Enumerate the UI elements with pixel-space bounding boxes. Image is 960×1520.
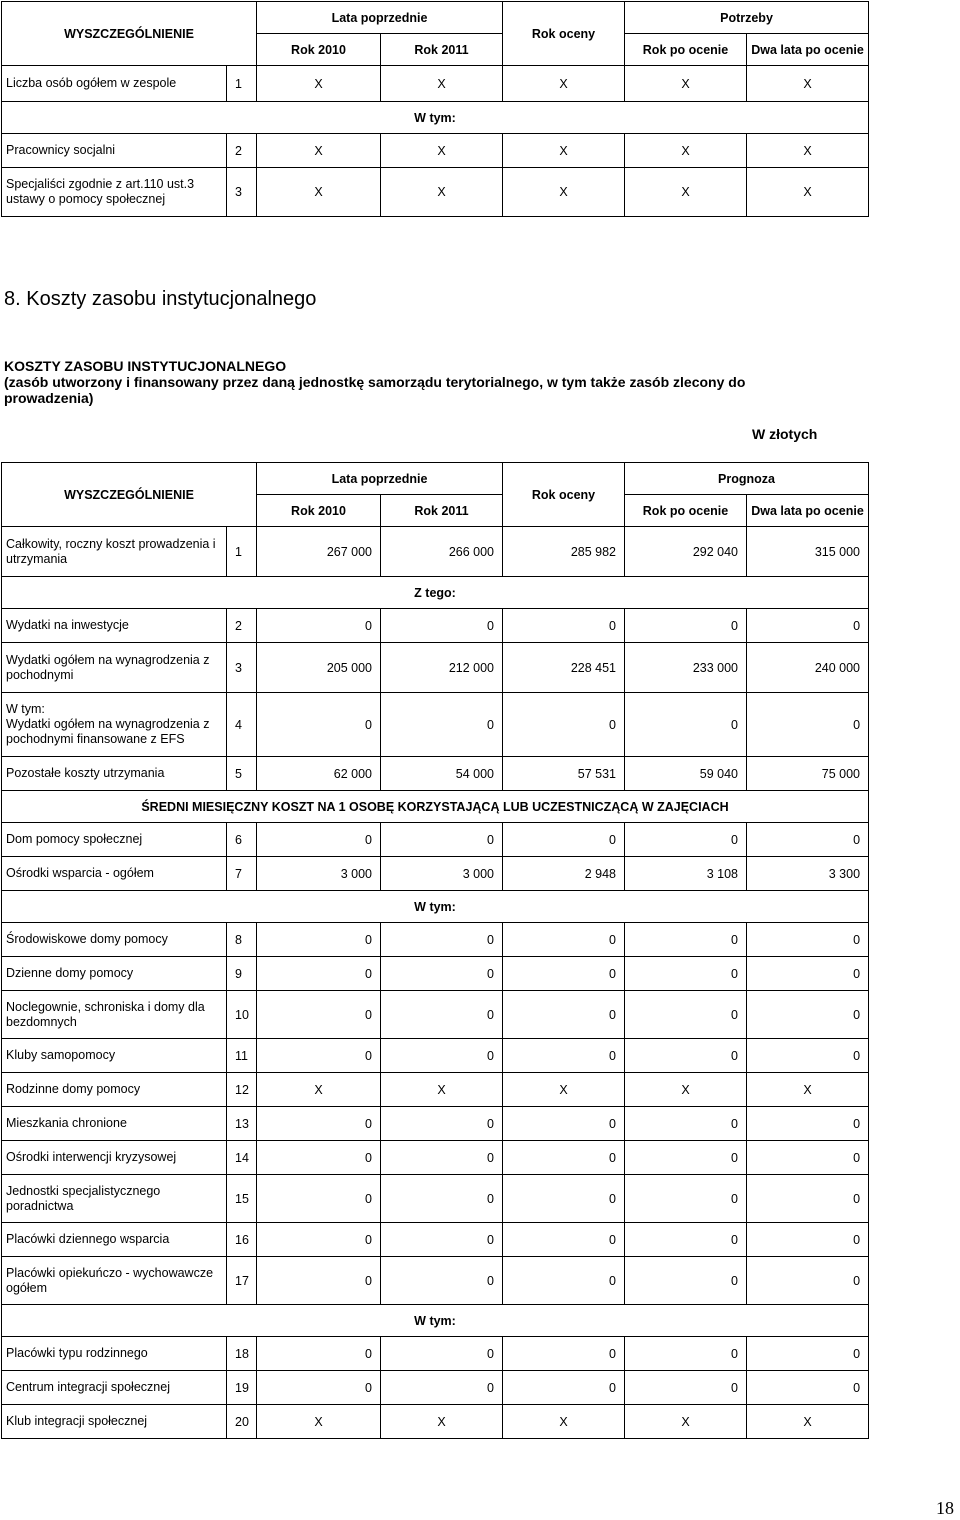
cell-2010: X [257, 134, 381, 168]
row-number: 14 [227, 1141, 257, 1175]
section-title: KOSZTY ZASOBU INSTYTUCJONALNEGO [4, 358, 287, 374]
row-number: 3 [227, 643, 257, 693]
cell-after-eval: X [625, 1405, 747, 1439]
row-number: 8 [227, 923, 257, 957]
row-label: Placówki typu rodzinnego [2, 1337, 227, 1371]
cell-2010: X [257, 1073, 381, 1107]
table-row [2, 1073, 869, 1107]
cell-eval: X [503, 1405, 625, 1439]
cell-2010: 205 000 [257, 643, 381, 693]
cell-2011: 0 [381, 923, 503, 957]
cell-after-eval: 0 [625, 1337, 747, 1371]
cell-two-years: 0 [747, 1371, 869, 1405]
cell-eval: 0 [503, 1223, 625, 1257]
row-number: 15 [227, 1175, 257, 1223]
avg-cost-header: ŚREDNI MIESIĘCZNY KOSZT NA 1 OSOBĘ KORZYSTAJĄCĄ LUB UCZESTNICZĄCĄ W ZAJĘCIACH [2, 791, 869, 823]
row-label: Środowiskowe domy pomocy [2, 923, 227, 957]
cell-2011: 0 [381, 957, 503, 991]
header-needs: Potrzeby [625, 2, 869, 34]
row-number: 13 [227, 1107, 257, 1141]
row-number: 9 [227, 957, 257, 991]
cell-after-eval: 0 [625, 1257, 747, 1305]
header-two-years: Dwa lata po ocenie [747, 34, 869, 66]
table-row [2, 66, 869, 102]
cell-eval: 0 [503, 693, 625, 757]
cell-2011: 0 [381, 991, 503, 1039]
cell-2011: 0 [381, 693, 503, 757]
cell-after-eval: X [625, 66, 747, 102]
section-subtitle [4, 358, 764, 406]
cell-after-eval: 292 040 [625, 527, 747, 577]
header-past-years: Lata poprzednie [257, 463, 503, 495]
row-label: Dom pomocy społecznej [2, 823, 227, 857]
section-heading: 8. Koszty zasobu instytucjonalnego [4, 288, 317, 310]
table-row [2, 957, 869, 991]
cell-2010: 0 [257, 1257, 381, 1305]
row-number: 18 [227, 1337, 257, 1371]
page-number: 18 [936, 1498, 954, 1518]
cell-2011: 0 [381, 823, 503, 857]
table-row [2, 1405, 869, 1439]
cell-after-eval: 0 [625, 957, 747, 991]
cell-two-years: 75 000 [747, 757, 869, 791]
cell-after-eval: 0 [625, 991, 747, 1039]
cell-2011: 0 [381, 1223, 503, 1257]
header-2011: Rok 2011 [381, 495, 503, 527]
row-label-prefix: W tym: [6, 702, 45, 716]
cell-two-years: 0 [747, 1039, 869, 1073]
cell-eval: 0 [503, 1337, 625, 1371]
cell-two-years: X [747, 168, 869, 217]
cell-2011: 0 [381, 1371, 503, 1405]
row-label: Noclegownie, schroniska i domy dla bezdomnych [2, 991, 227, 1039]
cell-2011: X [381, 1405, 503, 1439]
row-number: 10 [227, 991, 257, 1039]
cell-after-eval: X [625, 134, 747, 168]
header-2010: Rok 2010 [257, 495, 381, 527]
cell-after-eval: 0 [625, 609, 747, 643]
cell-two-years: X [747, 1073, 869, 1107]
row-number: 6 [227, 823, 257, 857]
cell-after-eval: 0 [625, 1107, 747, 1141]
row-label: Pozostałe koszty utrzymania [2, 757, 227, 791]
cell-2011: 0 [381, 609, 503, 643]
row-label: Wydatki na inwestycje [2, 609, 227, 643]
table-row [2, 527, 869, 577]
cell-after-eval: 0 [625, 1175, 747, 1223]
cell-two-years: 315 000 [747, 527, 869, 577]
header-after-eval: Rok po ocenie [625, 34, 747, 66]
cell-2010: 62 000 [257, 757, 381, 791]
cell-after-eval: 0 [625, 1039, 747, 1073]
cell-after-eval: X [625, 1073, 747, 1107]
cell-2010: 0 [257, 991, 381, 1039]
cell-two-years: 0 [747, 923, 869, 957]
subsection-label: W tym: [2, 891, 869, 923]
cell-eval: X [503, 134, 625, 168]
cell-2011: X [381, 1073, 503, 1107]
table-row [2, 1337, 869, 1371]
cell-2010: 0 [257, 1371, 381, 1405]
cell-eval: 57 531 [503, 757, 625, 791]
row-number: 2 [227, 609, 257, 643]
row-label: Mieszkania chronione [2, 1107, 227, 1141]
cell-two-years: 0 [747, 1337, 869, 1371]
row-label: Wydatki ogółem na wynagrodzenia z pochodnymi [2, 643, 227, 693]
table-row [2, 1141, 869, 1175]
cell-two-years: X [747, 66, 869, 102]
row-number: 11 [227, 1039, 257, 1073]
cell-eval: 0 [503, 1141, 625, 1175]
cell-eval: 0 [503, 957, 625, 991]
cell-2010: 0 [257, 1337, 381, 1371]
row-number: 19 [227, 1371, 257, 1405]
table-row [2, 823, 869, 857]
cell-2010: 3 000 [257, 857, 381, 891]
cell-eval: 0 [503, 991, 625, 1039]
cell-2011: 0 [381, 1039, 503, 1073]
table-row [2, 1039, 869, 1073]
table-row [2, 609, 869, 643]
table-row [2, 168, 869, 217]
row-number: 3 [227, 168, 257, 217]
cell-two-years: 0 [747, 693, 869, 757]
cell-eval: 2 948 [503, 857, 625, 891]
cell-2010: 0 [257, 609, 381, 643]
cell-2010: 0 [257, 1039, 381, 1073]
header-description: WYSZCZEGÓLNIENIE [2, 463, 257, 527]
row-label: Dzienne domy pomocy [2, 957, 227, 991]
table-row [2, 1371, 869, 1405]
row-label: Ośrodki wsparcia - ogółem [2, 857, 227, 891]
cell-2011: 0 [381, 1337, 503, 1371]
cell-after-eval: X [625, 168, 747, 217]
row-label: Jednostki specjalistycznego poradnictwa [2, 1175, 227, 1223]
header-2011: Rok 2011 [381, 34, 503, 66]
cell-after-eval: 0 [625, 1371, 747, 1405]
cell-eval: 0 [503, 1107, 625, 1141]
cell-after-eval: 0 [625, 823, 747, 857]
cell-2010: 0 [257, 957, 381, 991]
cell-two-years: 0 [747, 1107, 869, 1141]
cell-2011: X [381, 66, 503, 102]
currency-unit: W złotych [752, 426, 818, 442]
cell-2010: X [257, 66, 381, 102]
cell-after-eval: 0 [625, 1223, 747, 1257]
row-label: Placówki opiekuńczo - wychowawcze ogółem [2, 1257, 227, 1305]
cell-2010: X [257, 168, 381, 217]
cell-two-years: 0 [747, 957, 869, 991]
cell-2011: 54 000 [381, 757, 503, 791]
header-forecast: Prognoza [625, 463, 869, 495]
cell-2010: 0 [257, 923, 381, 957]
cell-2011: X [381, 168, 503, 217]
cell-eval: 0 [503, 1371, 625, 1405]
header-after-eval: Rok po ocenie [625, 495, 747, 527]
cell-eval: X [503, 1073, 625, 1107]
table-row [2, 923, 869, 957]
cell-eval: X [503, 168, 625, 217]
row-label: Ośrodki interwencji kryzysowej [2, 1141, 227, 1175]
row-label-text: Wydatki ogółem na wynagrodzenia z pochodnymi finansowane z EFS [6, 717, 210, 746]
header-description: WYSZCZEGÓLNIENIE [2, 2, 257, 66]
cell-2010: 0 [257, 1107, 381, 1141]
cell-two-years: 0 [747, 1175, 869, 1223]
table-row [2, 757, 869, 791]
header-past-years: Lata poprzednie [257, 2, 503, 34]
subsection-label: W tym: [2, 1305, 869, 1337]
row-number: 7 [227, 857, 257, 891]
cell-eval: 0 [503, 1039, 625, 1073]
cell-eval: 0 [503, 609, 625, 643]
row-number: 16 [227, 1223, 257, 1257]
cell-two-years: 0 [747, 1141, 869, 1175]
cell-after-eval: 233 000 [625, 643, 747, 693]
cell-two-years: X [747, 1405, 869, 1439]
cell-eval: 0 [503, 1257, 625, 1305]
header-eval-year: Rok oceny [503, 463, 625, 527]
cell-2010: 0 [257, 1141, 381, 1175]
cell-eval: 0 [503, 923, 625, 957]
cell-2011: 3 000 [381, 857, 503, 891]
cell-2011: 0 [381, 1141, 503, 1175]
subsection-label: W tym: [2, 102, 869, 134]
cell-2010: X [257, 1405, 381, 1439]
cell-two-years: 0 [747, 991, 869, 1039]
table-row [2, 991, 869, 1039]
cell-eval: 0 [503, 1175, 625, 1223]
row-label: Całkowity, roczny koszt prowadzenia i utrzymania [2, 527, 227, 577]
cell-two-years: 0 [747, 823, 869, 857]
cell-after-eval: 59 040 [625, 757, 747, 791]
table-row [2, 643, 869, 693]
row-label: Liczba osób ogółem w zespole [2, 66, 227, 102]
cell-2010: 267 000 [257, 527, 381, 577]
row-number: 12 [227, 1073, 257, 1107]
cell-two-years: X [747, 134, 869, 168]
row-label: Centrum integracji społecznej [2, 1371, 227, 1405]
row-number: 20 [227, 1405, 257, 1439]
table-row [2, 1175, 869, 1223]
row-number: 1 [227, 66, 257, 102]
row-number: 1 [227, 527, 257, 577]
table-row [2, 1107, 869, 1141]
section-description: (zasób utworzony i finansowany przez daną jednostkę samorządu terytorialnego, w tym także zasób zlecony do prowadzenia) [4, 374, 746, 406]
table-row [2, 1223, 869, 1257]
cell-2011: 0 [381, 1107, 503, 1141]
table-row [2, 857, 869, 891]
costs-table [1, 462, 869, 1439]
cell-after-eval: 0 [625, 1141, 747, 1175]
row-number: 5 [227, 757, 257, 791]
cell-two-years: 240 000 [747, 643, 869, 693]
header-eval-year: Rok oceny [503, 2, 625, 66]
cell-eval: 228 451 [503, 643, 625, 693]
table-row [2, 134, 869, 168]
cell-eval: 0 [503, 823, 625, 857]
row-label: Klub integracji społecznej [2, 1405, 227, 1439]
header-2010: Rok 2010 [257, 34, 381, 66]
table-row [2, 693, 869, 757]
header-two-years: Dwa lata po ocenie [747, 495, 869, 527]
cell-after-eval: 3 108 [625, 857, 747, 891]
cell-2010: 0 [257, 823, 381, 857]
cell-2011: 212 000 [381, 643, 503, 693]
cell-2011: X [381, 134, 503, 168]
staff-table [1, 1, 869, 217]
cell-eval: X [503, 66, 625, 102]
row-number: 4 [227, 693, 257, 757]
cell-two-years: 0 [747, 609, 869, 643]
cell-2011: 0 [381, 1257, 503, 1305]
cell-two-years: 0 [747, 1257, 869, 1305]
row-label: Pracownicy socjalni [2, 134, 227, 168]
row-label [2, 693, 227, 757]
subsection-label: Z tego: [2, 577, 869, 609]
row-label: Specjaliści zgodnie z art.110 ust.3 ustawy o pomocy społecznej [2, 168, 227, 217]
cell-2010: 0 [257, 693, 381, 757]
cell-2011: 266 000 [381, 527, 503, 577]
cell-after-eval: 0 [625, 693, 747, 757]
cell-two-years: 3 300 [747, 857, 869, 891]
cell-2010: 0 [257, 1223, 381, 1257]
row-label: Rodzinne domy pomocy [2, 1073, 227, 1107]
row-label: Kluby samopomocy [2, 1039, 227, 1073]
row-number: 2 [227, 134, 257, 168]
cell-eval: 285 982 [503, 527, 625, 577]
cell-2011: 0 [381, 1175, 503, 1223]
row-number: 17 [227, 1257, 257, 1305]
cell-after-eval: 0 [625, 923, 747, 957]
table-row [2, 1257, 869, 1305]
row-label: Placówki dziennego wsparcia [2, 1223, 227, 1257]
cell-2010: 0 [257, 1175, 381, 1223]
cell-two-years: 0 [747, 1223, 869, 1257]
